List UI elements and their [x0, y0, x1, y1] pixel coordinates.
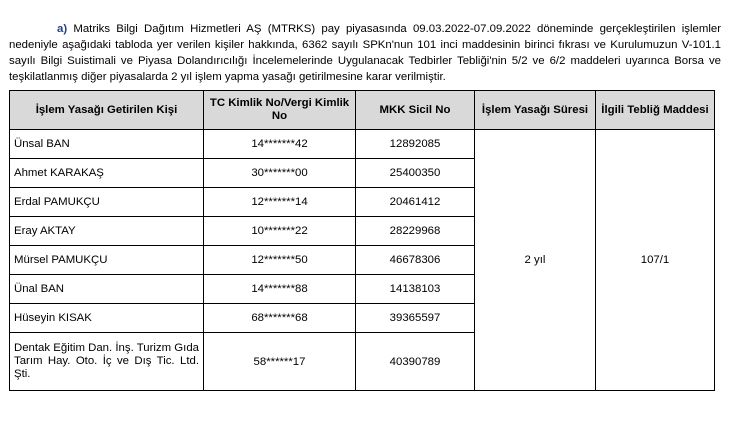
- cell-article: 107/1: [596, 130, 715, 391]
- cell-name: Hüseyin KISAK: [10, 304, 204, 333]
- cell-name: Eray AKTAY: [10, 217, 204, 246]
- cell-mkk: 46678306: [356, 246, 475, 275]
- item-marker: a): [57, 23, 68, 36]
- cell-tc: 14*******88: [204, 275, 356, 304]
- trading-ban-table: [9, 90, 715, 391]
- cell-tc: 10*******22: [204, 217, 356, 246]
- intro-text: Matriks Bilgi Dağıtım Hizmetleri AŞ (MTRKS) pay piyasasında 09.03.2022-07.09.2022 döneminde gerçekleştirilen işlemler nedeniyle aşağıdaki tabloda yer verilen kişiler hakkında, 6362 sayılı SPKn'nun 101 inci maddesinin birinci fıkrası ve Kurulumuzun V-101.1 sayılı Bilgi Suistimali ve Piyasa Dolandırıcılığı İncelemelerinde Uygulanacak Tedbirler Tebliği'nin 5/2 ve 6/2 maddeleri uyarınca Borsa ve teşkilatlanmış diğer piyasalarda 2 yıl işlem yapma yasağı getirilmesine karar verilmiştir.: [9, 23, 721, 84]
- cell-mkk: 28229968: [356, 217, 475, 246]
- cell-mkk: 14138103: [356, 275, 475, 304]
- cell-mkk: 20461412: [356, 188, 475, 217]
- cell-tc: 14*******42: [204, 130, 356, 159]
- table-row: [10, 130, 715, 159]
- cell-mkk: 12892085: [356, 130, 475, 159]
- cell-mkk: 39365597: [356, 304, 475, 333]
- cell-mkk: 25400350: [356, 159, 475, 188]
- header-mkk: MKK Sicil No: [356, 91, 475, 130]
- cell-tc: 58******17: [204, 333, 356, 391]
- header-person: İşlem Yasağı Getirilen Kişi: [10, 91, 204, 130]
- intro-paragraph: [9, 21, 721, 85]
- cell-name: Ünal BAN: [10, 275, 204, 304]
- cell-tc: 12*******14: [204, 188, 356, 217]
- header-duration: İşlem Yasağı Süresi: [475, 91, 596, 130]
- header-article: İlgili Tebliğ Maddesi: [596, 91, 715, 130]
- cell-tc: 68*******68: [204, 304, 356, 333]
- cell-tc: 12*******50: [204, 246, 356, 275]
- cell-tc: 30*******00: [204, 159, 356, 188]
- cell-mkk: 40390789: [356, 333, 475, 391]
- header-tc: TC Kimlik No/Vergi Kimlik No: [204, 91, 356, 130]
- cell-name: Dentak Eğitim Dan. İnş. Turizm Gıda Tarım Hay. Oto. İç ve Dış Tic. Ltd. Şti.: [10, 333, 204, 391]
- cell-name: Ahmet KARAKAŞ: [10, 159, 204, 188]
- cell-name: Mürsel PAMUKÇU: [10, 246, 204, 275]
- cell-name: Ünsal BAN: [10, 130, 204, 159]
- cell-name: Erdal PAMUKÇU: [10, 188, 204, 217]
- table-header-row: [10, 91, 715, 130]
- cell-duration: 2 yıl: [475, 130, 596, 391]
